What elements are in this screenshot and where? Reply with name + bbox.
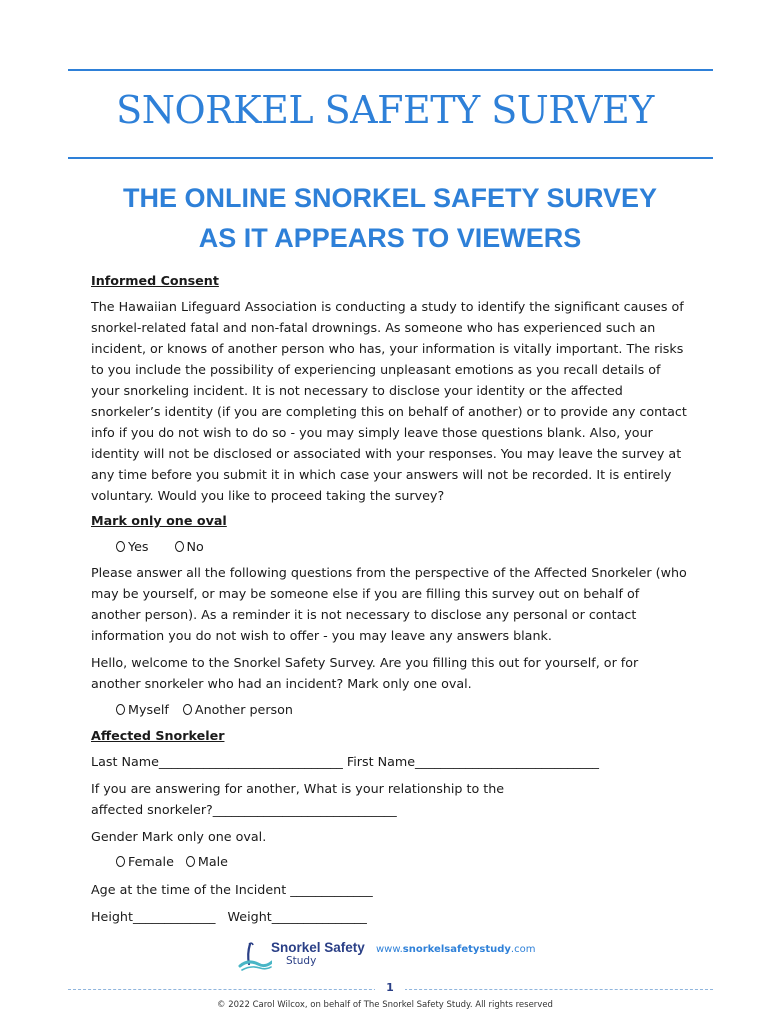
age-field-line[interactable]: Age at the time of the Incident _____________ (91, 882, 373, 897)
url-prefix: www. (376, 944, 403, 955)
snorkel-safety-logo (238, 940, 373, 972)
name-field-line[interactable]: Last Name_____________________________ First Name_____________________________ (91, 754, 600, 769)
copyright-notice: © 2022 Carol Wilcox, on behalf of The Snorkel Safety Study. All rights reserved (217, 1000, 553, 1010)
option-male-label: Male (197, 854, 228, 869)
respondent-options (91, 699, 691, 721)
consent-body: The Hawaiian Lifeguard Association is conducting a study to identify the significant causes of snorkel-related fatal and non-fatal drownings. As someone who has experienced such an incident, or knows of another person who has, your information is vitally important. The risks to you include the possibility of experiencing unpleasant emotions as you recall details of your snorkeling incident. It is not necessary to disclose your identity or the affected snorkeler’s identity (if you are completing this on behalf of another) or to provide any contact info if you do not wish to do so - you may simply leave those questions blank. Also, your identity will not be disclosed or associated with your responses. You may leave the survey at any time before you submit it in which case your answers will not be recorded. It is entirely voluntary. Would you like to proceed taking the survey? (91, 299, 687, 503)
radio-oval-icon[interactable] (116, 704, 125, 715)
radio-oval-icon[interactable] (116, 541, 125, 552)
option-another-label: Another person (194, 702, 293, 717)
consent-options (91, 536, 691, 558)
logo-subtitle: Study (286, 955, 317, 967)
option-yes-label: Yes (128, 539, 149, 554)
website-link[interactable] (376, 944, 535, 955)
page-number: 1 (375, 981, 405, 994)
instructions-text: Please answer all the following questions from the perspective of the Affected Snorkeler (who may be yourself, or may be someone else if you are filling this survey out on behalf of another person). As a reminder it is not necessary to disclose any personal or contact information you do not wish to offer - you may leave any answers blank. (91, 565, 687, 643)
option-female[interactable] (116, 851, 174, 873)
radio-oval-icon[interactable] (183, 704, 192, 715)
radio-oval-icon[interactable] (175, 541, 184, 552)
logo-title: Snorkel Safety (271, 940, 365, 955)
radio-oval-icon[interactable] (116, 856, 125, 867)
gender-label: Gender Mark only one oval. (91, 829, 267, 844)
radio-oval-icon[interactable] (186, 856, 195, 867)
subtitle (0, 178, 770, 258)
option-another-person[interactable] (183, 699, 293, 721)
option-female-label: Female (128, 854, 174, 869)
relationship-field-line[interactable]: If you are answering for another, What is your relationship to the affected snorkeler?_____________________________ (91, 781, 505, 817)
subtitle-line-2: AS IT APPEARS TO VIEWERS (198, 223, 582, 253)
snorkel-logo-icon (238, 940, 272, 972)
mark-one-heading: Mark only one oval (91, 513, 227, 528)
option-no[interactable] (175, 536, 204, 558)
top-rule (68, 69, 713, 71)
option-yes[interactable] (116, 536, 148, 558)
page-title: SNORKEL SAFETY SURVEY (116, 88, 654, 132)
option-male[interactable] (186, 851, 228, 873)
survey-content (91, 270, 691, 927)
gender-options (91, 851, 691, 873)
subtitle-line-1: THE ONLINE SNORKEL SAFETY SURVEY (122, 183, 658, 213)
url-suffix: .com (510, 944, 536, 955)
option-myself[interactable] (116, 699, 169, 721)
consent-heading: Informed Consent (91, 273, 219, 288)
affected-heading: Affected Snorkeler (91, 728, 225, 743)
welcome-text: Hello, welcome to the Snorkel Safety Survey. Are you filling this out for yourself, or for another snorkeler who had an incident? Mark only one oval. (91, 655, 639, 691)
url-domain: snorkelsafetystudy (402, 944, 511, 955)
option-no-label: No (186, 539, 204, 554)
height-weight-field-line[interactable]: Height_____________ Weight_______________ (91, 909, 367, 924)
option-myself-label: Myself (128, 702, 169, 717)
title-rule (68, 157, 713, 159)
